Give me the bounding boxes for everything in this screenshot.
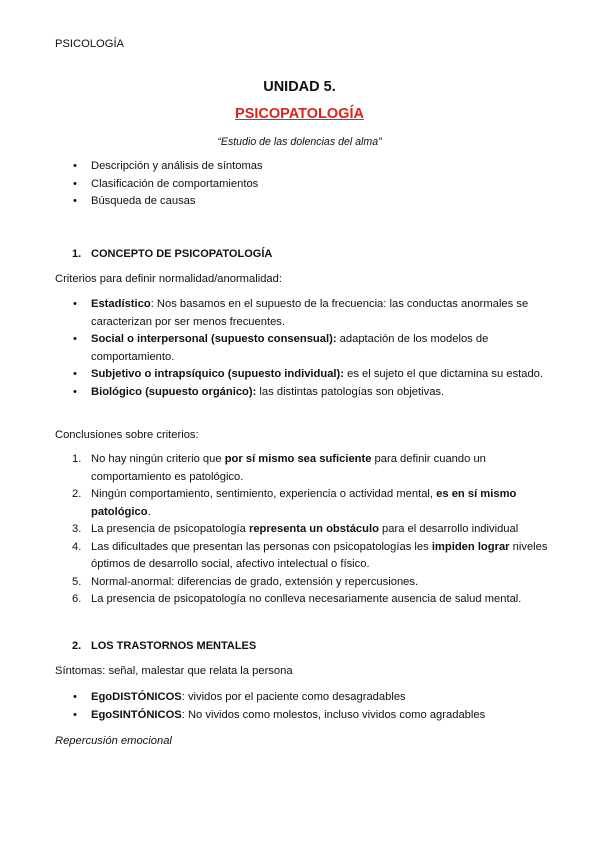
item-emphasis: por sí mismo sea suficiente (224, 453, 372, 465)
item-text: : No vividos como molestos, incluso vividos como agradables (181, 708, 486, 721)
page-header: PSICOLOGÍA (55, 38, 125, 50)
item-text: niveles óptimos de desarrollo social, afectivo intelectual o físico. (91, 540, 548, 570)
item-text: La presencia de psicopatología no conlleva necesariamente ausencia de salud mental. (91, 593, 522, 605)
section-number: 1. (72, 248, 82, 260)
section-title: LOS TRASTORNOS MENTALES (91, 640, 257, 652)
item-emphasis: representa un obstáculo (248, 523, 379, 535)
criterion-text: las distintas patologías son objetivas. (256, 385, 445, 398)
list-item (55, 451, 555, 486)
item-number: 1. (72, 453, 82, 465)
document-subtitle: “Estudio de las dolencias del alma” (217, 136, 382, 148)
criteria-list (55, 296, 555, 401)
criterion-text: : Nos basamos en el supuesto de la frecuencia: las conductas anormales se caracterizan por ser menos frecuentes. (91, 298, 529, 328)
item-text: La presencia de psicopatología (91, 523, 249, 535)
list-item (55, 521, 555, 539)
list-item: • Clasificación de comportamientos (55, 176, 555, 194)
section-1-lead: Criterios para definir normalidad/anormalidad: (55, 273, 282, 285)
document-title: PSICOPATOLOGÍA (235, 106, 364, 122)
conclusions-lead: Conclusiones sobre criterios: (55, 429, 199, 441)
list-item (55, 384, 555, 402)
criterion-label: Biológico (supuesto orgánico): (91, 385, 257, 398)
section-2-lead: Síntomas: señal, malestar que relata la persona (55, 665, 293, 677)
item-emphasis: es en sí mismo patológico (91, 488, 517, 518)
item-text: . (147, 505, 151, 518)
item-label: EgoDISTÓNICOS (91, 691, 182, 703)
criterion-label: Subjetivo o intrapsíquico (supuesto individual): (91, 368, 344, 380)
criterion-label: Social o interpersonal (supuesto consensual): (91, 333, 337, 345)
section-1-heading (55, 246, 555, 264)
item-text: Las dificultades que presentan las personas con psicopatologías les (91, 540, 432, 553)
item-number: 4. (72, 540, 82, 553)
item-label: EgoSINTÓNICOS (91, 708, 182, 721)
item-emphasis: impiden lograr (431, 540, 510, 553)
criterion-label: Estadístico (91, 298, 151, 310)
criterion-text: es el sujeto el que dictamina su estado. (343, 368, 543, 380)
item-text: : vividos por el paciente como desagradables (181, 691, 406, 703)
conclusions-list (55, 451, 555, 609)
list-item: • Búsqueda de causas (55, 193, 555, 211)
list-item (55, 539, 555, 574)
criterion-text: adaptación de los modelos de comportamiento. (91, 333, 489, 363)
item-text: Normal-anormal: diferencias de grado, extensión y repercusiones. (91, 575, 419, 588)
list-item: • Descripción y análisis de síntomas (55, 158, 555, 176)
item-number: 3. (72, 523, 82, 535)
list-item (55, 296, 555, 331)
list-item (55, 366, 555, 384)
unit-title: UNIDAD 5. (263, 79, 336, 95)
list-item (55, 591, 555, 609)
symptoms-list (55, 689, 555, 724)
item-number: 6. (72, 593, 82, 605)
list-item (55, 331, 555, 366)
item-text: para definir cuando un comportamiento es patológico. (91, 453, 486, 483)
section-title: CONCEPTO DE PSICOPATOLOGÍA (91, 248, 273, 260)
list-item (55, 689, 555, 707)
list-item (55, 486, 555, 521)
list-item (55, 707, 555, 725)
item-text: para el desarrollo individual (378, 523, 519, 535)
item-text: Ningún comportamiento, sentimiento, experiencia o actividad mental, (91, 488, 437, 500)
section-number: 2. (72, 640, 82, 652)
intro-list (55, 158, 555, 211)
item-number: 5. (72, 575, 82, 588)
item-text: No hay ningún criterio que (91, 453, 225, 465)
item-number: 2. (72, 488, 82, 500)
list-item (55, 574, 555, 592)
section-2-footer: Repercusión emocional (55, 735, 172, 747)
section-2-heading (55, 638, 555, 656)
